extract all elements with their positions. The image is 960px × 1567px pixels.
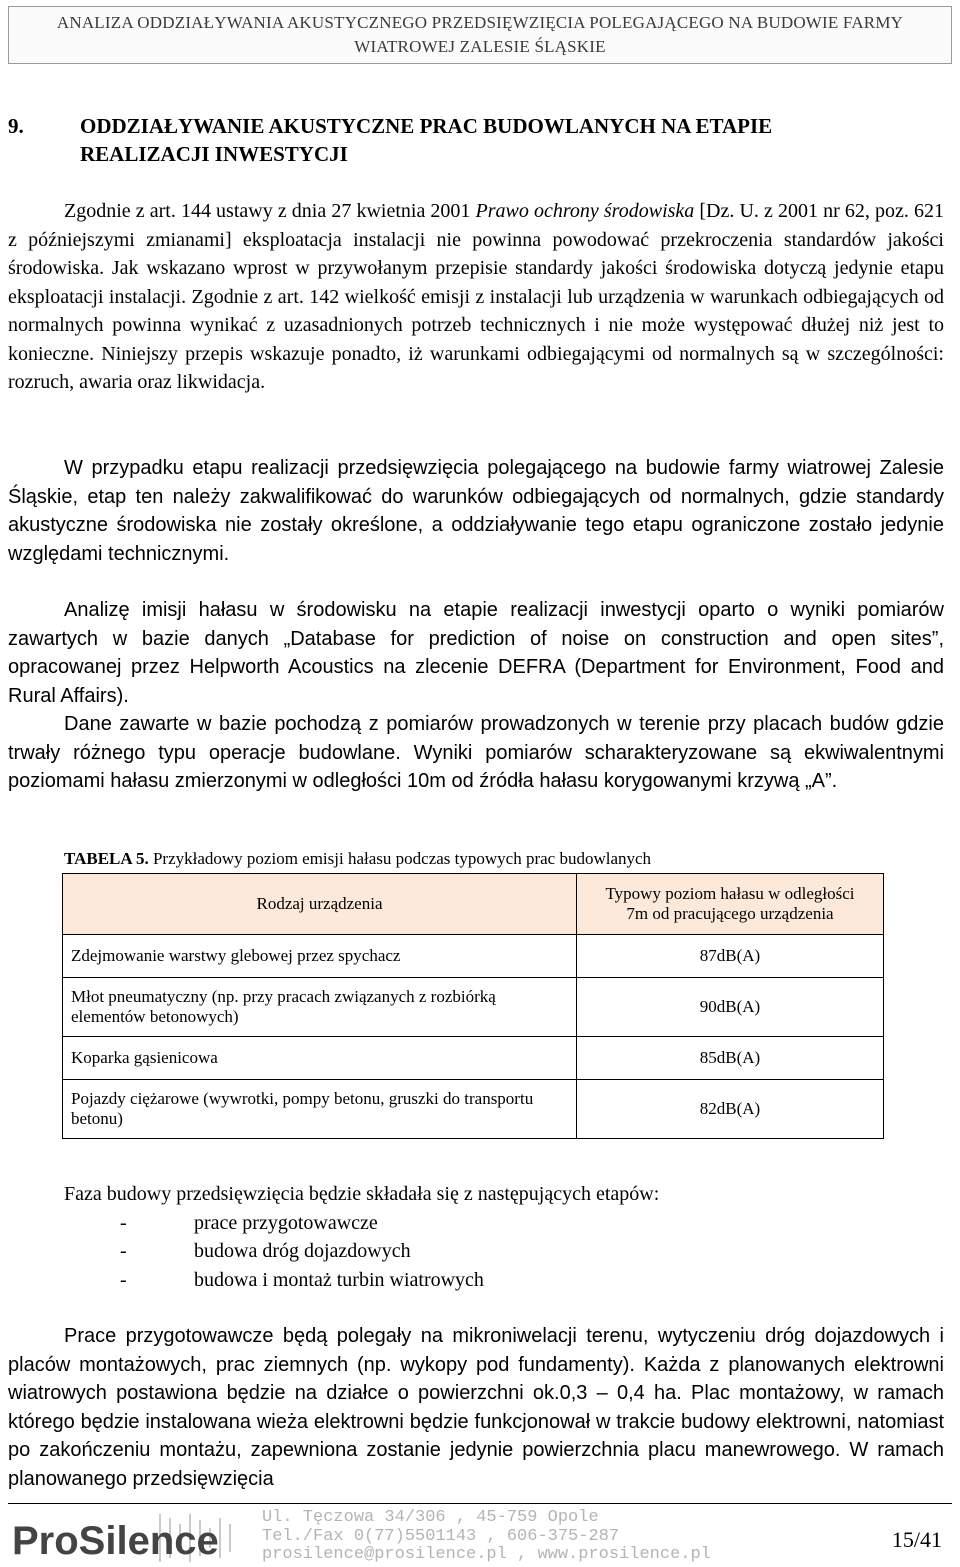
list-item — [64, 1209, 944, 1238]
prosilence-logo — [10, 1510, 250, 1566]
table-caption — [64, 848, 944, 870]
noise-levels-table — [62, 873, 884, 1139]
header-line-1: ANALIZA ODDZIAŁYWANIA AKUSTYCZNEGO PRZEDSIĘWZIĘCIA POLEGAJĄCEGO NA BUDOWIE FARMY — [56, 13, 904, 32]
level-cell: 90dB(A) — [577, 978, 884, 1037]
section-title-line-1: ODDZIAŁYWANIE AKUSTYCZNE PRAC BUDOWLANYCH NA ETAPIE — [80, 114, 773, 138]
paragraph-text: Zgodnie z art. 144 ustawy z dnia 27 kwietnia 2001 — [64, 200, 476, 222]
list-item-text: prace przygotowawcze — [194, 1211, 378, 1234]
device-cell: Pojazdy ciężarowe (wywrotki, pompy betonu, gruszki do transportu betonu) — [63, 1080, 577, 1139]
paragraph-text: [Dz. U. z 2001 nr 62, poz. 621 z późniejszymi zmianami] eksploatacja instalacji nie powinna powodować przekroczenia standardów jakości środowiska. Jak wskazano wprost w przywołanym przepisie standardy jakości środowiska dotyczą jedynie etapu eksploatacji instalacji. Zgodnie z art. 142 wielkość emisji z instalacji lub urządzenia w warunkach odbiegających od normalnych powinna wynikać z uzasadnionych potrzeb technicznych i nie może występować dłużej niż jest to konieczne. Niniejszy przepis wskazuje ponadto, iż warunkami odbiegającymi od normalnych są w szczególności: rozruch, awaria oraz likwidacja. — [8, 200, 944, 393]
paragraph-legal-basis — [8, 197, 944, 397]
footer-contact — [262, 1509, 822, 1565]
footer-divider — [8, 1503, 952, 1504]
table-caption-label: TABELA 5. — [64, 849, 149, 868]
paragraph-database: Analizę imisji hałasu w środowisku na etapie realizacji inwestycji oparto o wyniki pomiarów zawartych w bazie danych „Database for prediction of noise on construction and open sites”, opracowanej przez Helpworth Acoustics na zlecenie DEFRA (Department for Environment, Food and Rural Affairs). — [8, 599, 944, 707]
list-item — [64, 1266, 944, 1295]
column-header-line: 7m od pracującego urządzenia — [626, 904, 834, 923]
footer-email: prosilence@prosilence.pl , www.prosilence.pl — [262, 1545, 711, 1564]
table-row — [63, 935, 884, 978]
page-number: 15/41 — [891, 1527, 942, 1552]
table-row — [63, 1080, 884, 1139]
column-header-device: Rodzaj urządzenia — [63, 874, 577, 935]
law-title: Prawo ochrony środowiska — [475, 200, 695, 222]
level-cell: 87dB(A) — [577, 935, 884, 978]
table-caption-text: Przykładowy poziom emisji hałasu podczas typowych prac budowlanych — [148, 849, 652, 868]
section-number: 9. — [8, 114, 24, 138]
construction-phases — [64, 1180, 944, 1294]
footer-phone: Tel./Fax 0(77)5501143 , 606-375-287 — [262, 1526, 620, 1546]
table-row — [63, 978, 884, 1037]
list-dash: - — [120, 1211, 127, 1234]
device-cell: Koparka gąsienicowa — [63, 1037, 577, 1080]
list-dash: - — [120, 1268, 127, 1291]
device-cell: Młot pneumatyczny (np. przy pracach związanych z rozbiórką elementów betonowych) — [63, 978, 577, 1037]
header-line-2: WIATROWEJ ZALESIE ŚLĄSKIE — [354, 37, 606, 56]
level-cell: 82dB(A) — [577, 1080, 884, 1139]
phases-intro: Faza budowy przedsięwzięcia będzie składała się z następujących etapów: — [64, 1183, 660, 1205]
paragraph-construction-stage: W przypadku etapu realizacji przedsięwzięcia polegającego na budowie farmy wiatrowej Zalesie Śląskie, etap ten należy zakwalifikować do warunków odbiegających od normalnych, gdzie standardy akustyczne środowiska nie zostały określone, a oddziaływanie tego etapu ograniczone zostało jedynie względami technicznymi. — [8, 457, 944, 565]
logo-text: ProSilence — [12, 1519, 219, 1563]
paragraph-preparatory-works: Prace przygotowawcze będą polegały na mikroniwelacji terenu, wytyczeniu dróg dojazdowych i placów montażowych, prac ziemnych (np. wykopy pod fundamenty). Każda z planowanych elektrowni wiatrowych postawiona będzie na działce o powierzchni ok.0,3 – 0,4 ha. Plac montażowy, w ramach którego będzie instalowana wieża elektrowni będzie funkcjonował w trakcie budowy elektrowni, natomiast po zakończeniu montażu, zapewniona zostanie jedynie powierzchnia placu manewrowego. W ramach planowanego przedsięwzięcia — [8, 1325, 944, 1490]
footer-address: Ul. Tęczowa 34/306 , 45-759 Opole — [262, 1508, 599, 1527]
list-item-text: budowa i montaż turbin wiatrowych — [194, 1268, 484, 1291]
section-title-line-2: REALIZACJI INWESTYCJI — [80, 142, 348, 166]
section-heading — [8, 112, 952, 168]
list-dash: - — [120, 1240, 127, 1262]
level-cell: 85dB(A) — [577, 1037, 884, 1080]
list-item — [64, 1237, 944, 1266]
list-item-text: budowa dróg dojazdowych — [194, 1240, 411, 1262]
document-header — [8, 6, 952, 64]
column-header-line: Typowy poziom hałasu w odległości — [605, 884, 855, 903]
table-row — [63, 1037, 884, 1080]
device-cell: Zdejmowanie warstwy glebowej przez spychacz — [63, 935, 577, 978]
paragraph-measurements: Dane zawarte w bazie pochodzą z pomiarów prowadzonych w terenie przy placach budów gdzie trwały różnego typu operacje budowlane. Wyniki pomiarów scharakteryzowane są ekwiwalentnymi poziomami hałasu zmierzonymi w odległości 10m od źródła hałasu korygowanymi krzywą „A”. — [8, 713, 944, 792]
column-header-noise-level — [577, 874, 884, 935]
table-header-row — [63, 874, 884, 935]
